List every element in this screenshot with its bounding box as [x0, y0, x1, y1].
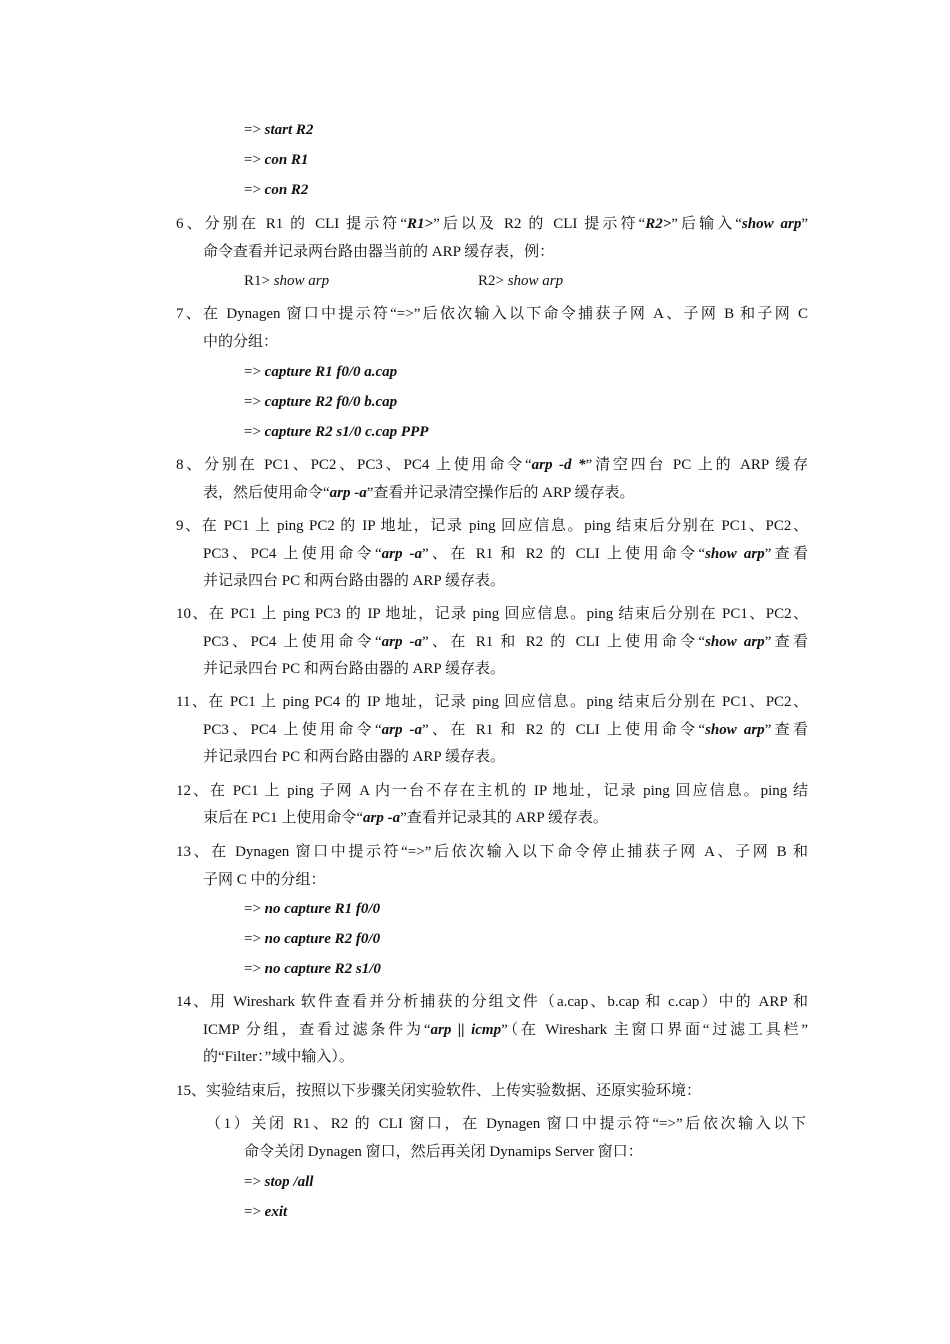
command-prefix: => — [244, 152, 265, 168]
step-12-line-1: 12、在 PC1 上 ping 子网 A 内一台不存在主机的 IP 地址，记录 ping 回应信息。ping 结 — [176, 783, 808, 799]
command-line — [244, 929, 380, 949]
command-prefix: => — [244, 364, 265, 380]
inline-command: show arp — [705, 546, 765, 562]
text: ”后输入“ — [671, 216, 742, 232]
command-text: no capture R2 f0/0 — [264, 931, 381, 947]
inline-command: show arp — [741, 216, 802, 232]
command-prefix: => — [244, 961, 265, 977]
command-prefix: => — [244, 1174, 265, 1190]
prompt-text: R1> — [244, 273, 274, 289]
command-line — [244, 959, 381, 979]
command-line — [244, 362, 397, 382]
step-6-example-r1 — [244, 271, 329, 291]
text: ” — [801, 216, 808, 232]
inline-command: show arp — [705, 722, 765, 738]
text: ”清空四台 PC 上的 ARP 缓存 — [585, 457, 808, 473]
text: ”（在 Wireshark 主窗口界面“过滤工具栏” — [501, 1022, 808, 1038]
step-11-line-3: 并记录四台 PC 和两台路由器的 ARP 缓存表。 — [203, 749, 505, 765]
command-prefix: => — [244, 122, 265, 138]
command-line — [244, 180, 308, 200]
text: PC3、PC4 上使用命令“ — [203, 634, 382, 650]
inline-command: arp -a — [381, 546, 423, 562]
text: PC3、PC4 上使用命令“ — [203, 722, 382, 738]
inline-command: arp -a — [363, 810, 401, 826]
step-6-example-r2 — [478, 271, 563, 291]
text: ”、在 R1 和 R2 的 CLI 上使用命令“ — [422, 634, 706, 650]
step-15-sub-1-line-2: 命令关闭 Dynagen 窗口，然后再关闭 Dynamips Server 窗口： — [244, 1144, 643, 1160]
step-14-line-2 — [203, 1020, 808, 1040]
step-9-line-1: 9、在 PC1 上 ping PC2 的 IP 地址，记录 ping 回应信息。ping 结束后分别在 PC1、PC2、 — [176, 518, 808, 534]
command-line — [244, 1172, 313, 1192]
inline-command: show arp — [705, 634, 765, 650]
text: ”后以及 R2 的 CLI 提示符“ — [433, 216, 646, 232]
step-9-line-3: 并记录四台 PC 和两台路由器的 ARP 缓存表。 — [203, 573, 505, 589]
inline-command: arp -d * — [531, 457, 586, 473]
text: 束后在 PC1 上使用命令“ — [203, 810, 364, 826]
text: ”查看 — [764, 722, 808, 738]
command-text: no capture R2 s1/0 — [264, 961, 381, 977]
command-prefix: => — [244, 931, 265, 947]
step-14-line-3: 的“Filter：”域中输入）。 — [203, 1049, 354, 1065]
command-line — [244, 120, 313, 140]
step-15-sub-1-line-1: （1）关闭 R1、R2 的 CLI 窗口，在 Dynagen 窗口中提示符“=>”后依次输入以下 — [206, 1116, 806, 1132]
inline-command: show arp — [273, 273, 330, 289]
inline-command: R2> — [645, 216, 672, 232]
command-text: con R1 — [264, 152, 309, 168]
command-prefix: => — [244, 424, 265, 440]
step-7-line-2: 中的分组： — [203, 334, 279, 350]
inline-command: arp -a — [381, 634, 423, 650]
step-9-line-2 — [203, 544, 808, 564]
prompt-text: R2> — [478, 273, 508, 289]
step-6-line-2: 命令查看并记录两台路由器当前的 ARP 缓存表，例： — [203, 244, 555, 260]
command-line — [244, 392, 397, 412]
step-13-line-2: 子网 C 中的分组： — [203, 872, 326, 888]
command-text: start R2 — [264, 122, 314, 138]
text: 表，然后使用命令“ — [203, 485, 330, 501]
text: ”查看 — [764, 546, 808, 562]
text: ”、在 R1 和 R2 的 CLI 上使用命令“ — [422, 546, 706, 562]
step-8-line-1 — [176, 455, 808, 475]
step-11-line-2 — [203, 720, 808, 740]
step-7-line-1: 7、在 Dynagen 窗口中提示符“=>”后依次输入以下命令捕获子网 A、子网 B 和子网 C — [176, 306, 808, 322]
step-11-line-1: 11、在 PC1 上 ping PC4 的 IP 地址，记录 ping 回应信息。ping 结束后分别在 PC1、PC2、 — [176, 694, 808, 710]
inline-command: R1> — [407, 216, 434, 232]
text: PC3、PC4 上使用命令“ — [203, 546, 382, 562]
text: ”查看并记录清空操作后的 ARP 缓存表。 — [366, 485, 635, 501]
command-prefix: => — [244, 394, 265, 410]
inline-command: show arp — [507, 273, 564, 289]
command-text: con R2 — [264, 182, 309, 198]
inline-command: arp -a — [381, 722, 423, 738]
command-line — [244, 150, 308, 170]
step-12-line-2 — [203, 808, 608, 828]
command-text: no capture R1 f0/0 — [264, 901, 381, 917]
step-10-line-2 — [203, 632, 808, 652]
text: 8、分别在 PC1、PC2、PC3、PC4 上使用命令“ — [176, 457, 532, 473]
command-line — [244, 899, 380, 919]
command-prefix: => — [244, 901, 265, 917]
command-text: exit — [264, 1204, 288, 1220]
step-8-line-2 — [203, 483, 635, 503]
text: ”查看 — [764, 634, 808, 650]
command-prefix: => — [244, 182, 265, 198]
command-text: capture R1 f0/0 a.cap — [264, 364, 398, 380]
text: ICMP 分组，查看过滤条件为“ — [203, 1022, 431, 1038]
text: ”、在 R1 和 R2 的 CLI 上使用命令“ — [422, 722, 706, 738]
inline-command: arp || icmp — [430, 1022, 502, 1038]
step-13-line-1: 13、在 Dynagen 窗口中提示符“=>”后依次输入以下命令停止捕获子网 A、子网 B 和 — [176, 844, 808, 860]
step-10-line-3: 并记录四台 PC 和两台路由器的 ARP 缓存表。 — [203, 661, 505, 677]
command-text: capture R2 f0/0 b.cap — [264, 394, 398, 410]
step-14-line-1: 14、用 Wireshark 软件查看并分析捕获的分组文件（a.cap、b.cap 和 c.cap）中的 ARP 和 — [176, 994, 808, 1010]
command-text: stop /all — [264, 1174, 314, 1190]
command-text: capture R2 s1/0 c.cap PPP — [264, 424, 429, 440]
step-10-line-1: 10、在 PC1 上 ping PC3 的 IP 地址，记录 ping 回应信息。ping 结束后分别在 PC1、PC2、 — [176, 606, 808, 622]
step-6-line-1 — [176, 214, 808, 234]
text: ”查看并记录其的 ARP 缓存表。 — [400, 810, 608, 826]
command-line — [244, 422, 428, 442]
inline-command: arp -a — [329, 485, 367, 501]
command-line — [244, 1202, 287, 1222]
step-15-line-1: 15、实验结束后，按照以下步骤关闭实验软件、上传实验数据、还原实验环境： — [176, 1083, 702, 1099]
text: 6、分别在 R1 的 CLI 提示符“ — [176, 216, 408, 232]
command-prefix: => — [244, 1204, 265, 1220]
